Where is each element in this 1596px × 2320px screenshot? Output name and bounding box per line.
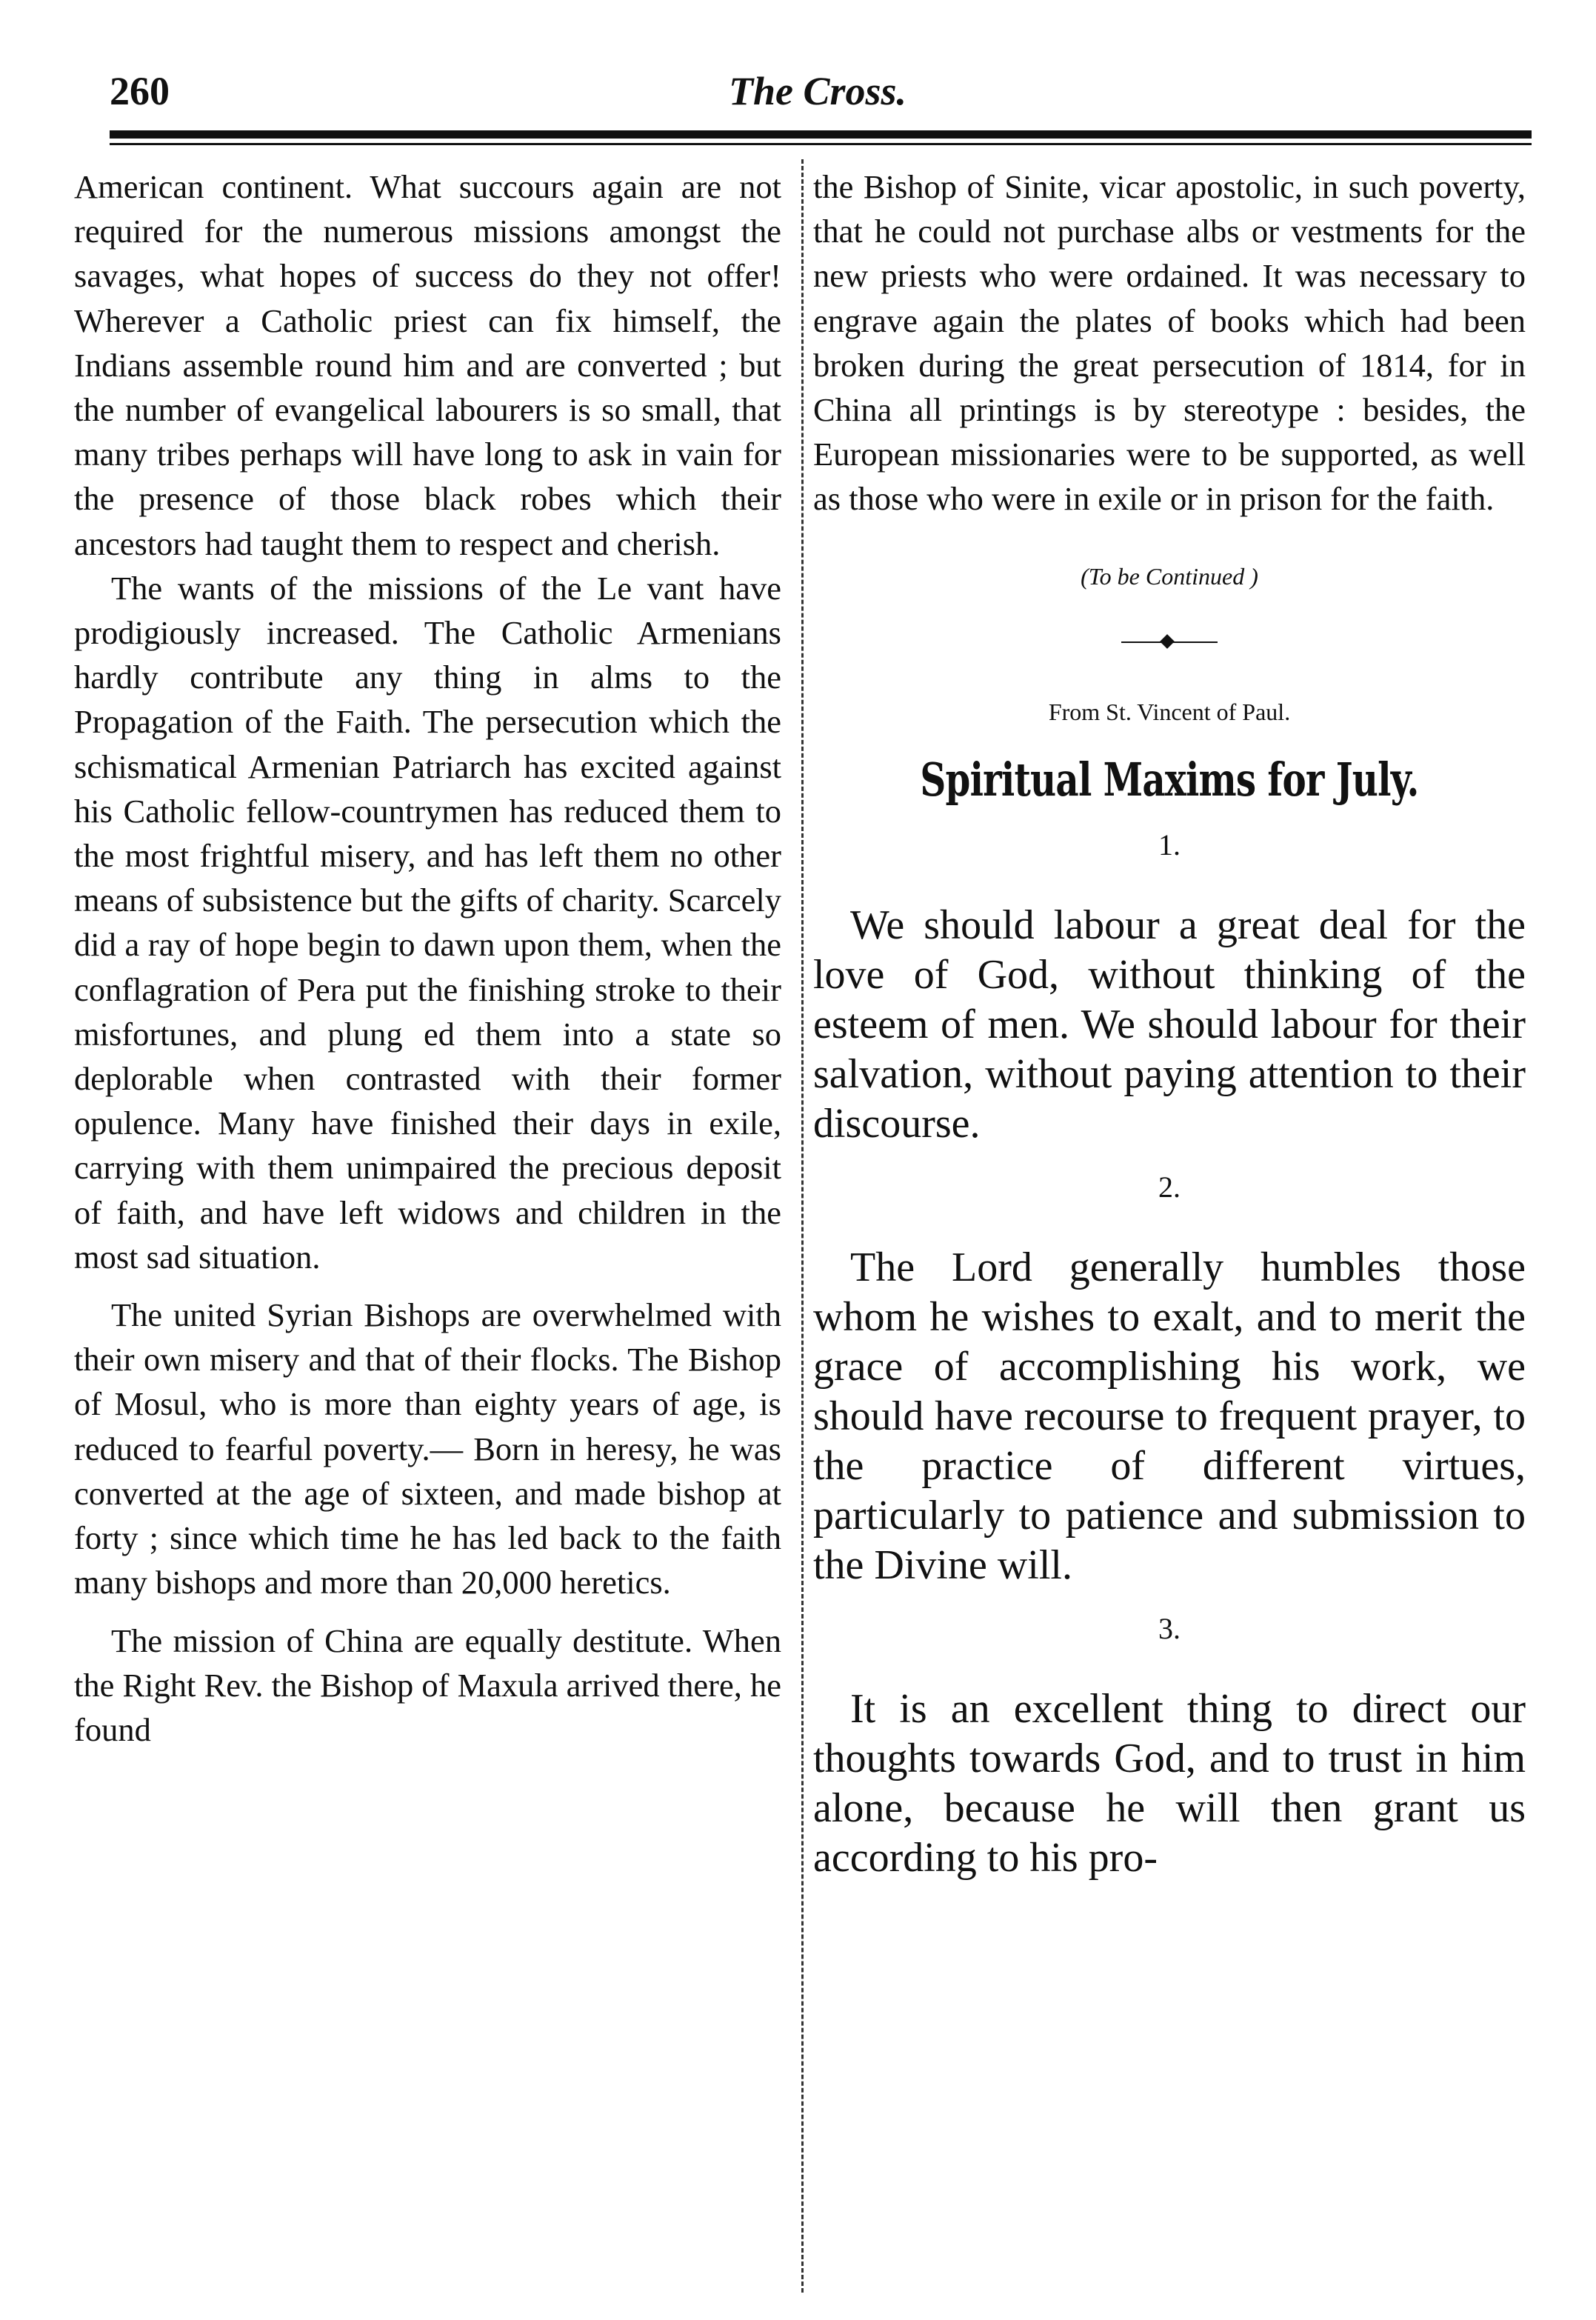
maxim-number: 2.: [1158, 1170, 1181, 1204]
column-divider: [801, 159, 804, 2293]
right-column: [813, 164, 1526, 1883]
running-title: The Cross.: [728, 69, 907, 113]
paragraph-levant-missions: The wants of the missions of the Le vant have prodigiously increased. The Catholic Armenians hardly contribute any thing in alms to the Propagation of the Faith. The persecution which the schismatical Armenian Patriarch has excited against his Catholic fellow-countrymen has reduced them to the most frightful misery, and has left them no other means of subsistence but the gifts of charity. Scarcely did a ray of hope begin to dawn upon them, when the conflagration of Pera put the finishing stroke to their misfortunes, and plung ed them into a state so deplorable when contrasted with their former opulence. Many have finished their days in exile, carrying with them unimpaired the precious deposit of faith, and have left widows and children in the most sad situation.: [74, 569, 781, 1276]
continued-note: (To be Continued ): [1081, 562, 1258, 590]
maxim-text: We should labour a great deal for the love of God, without thinking of the esteem of men. We should labour for their salvation, without paying attention to their discourse.: [813, 901, 1526, 1147]
maxim-number: 1.: [1158, 827, 1181, 861]
paragraph-american-continent: American continent. What succours again are not required for the numerous missions amongst the savages, what hopes of success do they not offer! Wherever a Catholic priest can fix himself, the Indians assemble round him and are converted ; but the number of evangelical labourers is so small, that many tribes perhaps will have long to ask in vain for the presence of those black robes which their ancestors had taught them to respect and cherish.: [74, 168, 781, 562]
ornament-divider: [1121, 633, 1218, 651]
maxim-number: 3.: [1158, 1611, 1181, 1645]
section-title: Spiritual Maxims for July.: [920, 752, 1419, 807]
paragraph-syrian-bishops: The united Syrian Bishops are overwhelmed with their own misery and that of their flocks. The Bishop of Mosul, who is more than eighty years of age, is reduced to fearful poverty.— Born in heresy, he was converted at the age of sixteen, and made bishop at forty ; since which time he has led back to the faith many bishops and more than 20,000 heretics.: [74, 1296, 781, 1601]
left-column: [74, 164, 781, 1752]
paragraph-bishop-of-sinite: the Bishop of Sinite, vicar apostolic, in such poverty, that he could not purchase albs or vestments for the new priests who were ordained. It was necessary to engrave again the plates of books which had been broken during the great persecution of 1814, for in China all printings is by stereotype : besides, the European missionaries were to be supported, as well as those who were in exile or in prison for the faith.: [813, 168, 1526, 518]
paragraph-china-mission: The mission of China are equally destitute. When the Right Rev. the Bishop of Maxula arrived there, he found: [74, 1621, 781, 1748]
ornament-diamond-icon: [1160, 634, 1175, 649]
header-rule-thick: [110, 130, 1532, 139]
page-header: [110, 68, 1526, 120]
page-number: 260: [110, 69, 170, 113]
source-line: From St. Vincent of Paul.: [1048, 698, 1291, 725]
header-rule-thin: [110, 143, 1532, 145]
maxim-text: It is an excellent thing to direct our thoughts towards God, and to trust in him alone, because he will then grant us according to his pro-: [813, 1685, 1526, 1881]
maxim-text: The Lord generally humbles those whom he wishes to exalt, and to merit the grace of accomplishing his work, we should have recourse to frequent prayer, to the practice of different virtues, particularly to patience and submission to the Divine will.: [813, 1244, 1526, 1588]
